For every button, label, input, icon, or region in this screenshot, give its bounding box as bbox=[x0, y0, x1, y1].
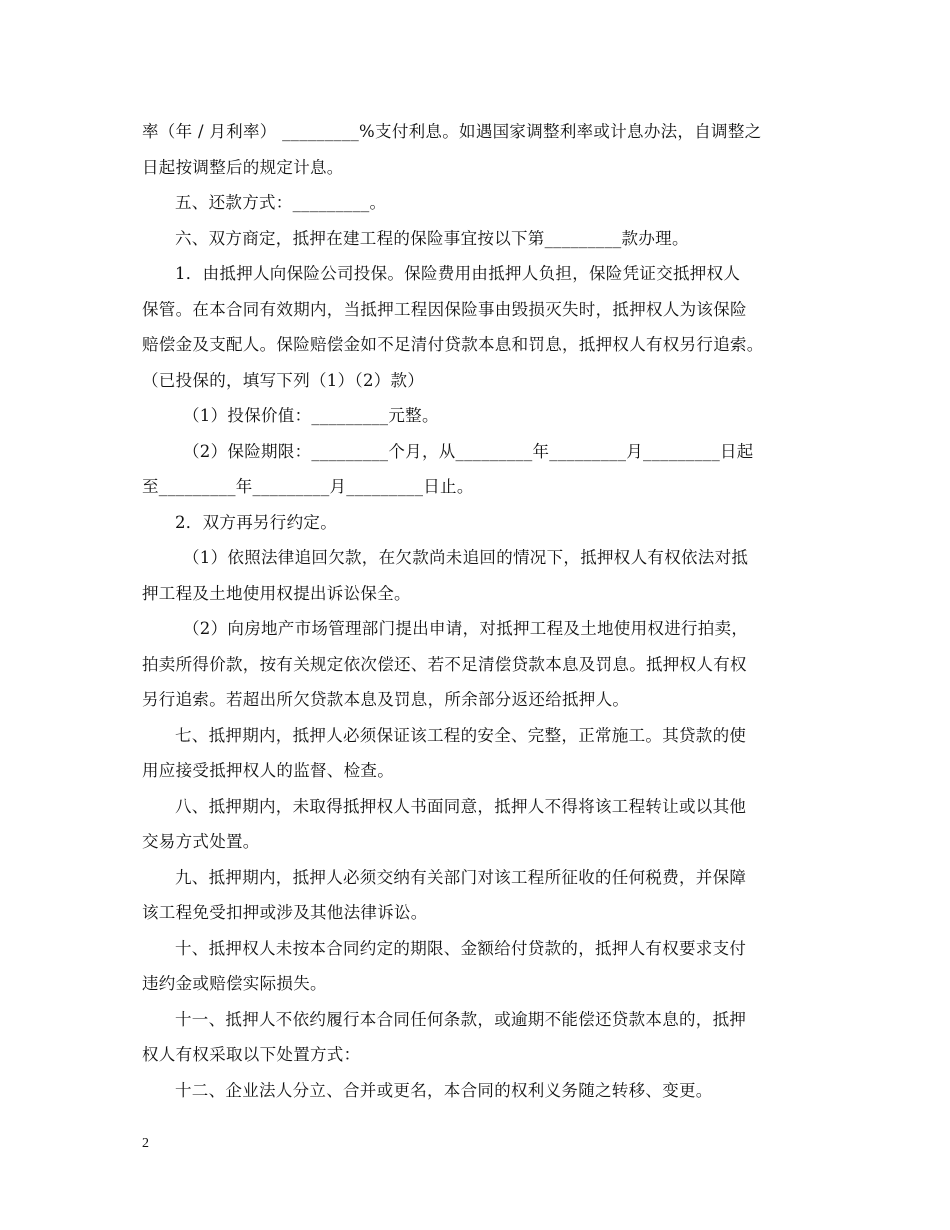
text-line: 权人有权采取以下处置方式： bbox=[142, 1045, 361, 1064]
text-line: 另行追索。若超出所欠贷款本息及罚息，所余部分返还给抵押人。 bbox=[142, 690, 630, 709]
clause-ten: 十、抵押权人未按本合同约定的期限、金额给付贷款的，抵押人有权要求支付 bbox=[175, 938, 747, 958]
text-line: （1）投保价值：_________元整。 bbox=[183, 406, 439, 425]
text-line: 违约金或赔偿实际损失。 bbox=[142, 974, 327, 993]
text-line: 用应接受抵押权人的监督、检查。 bbox=[142, 761, 394, 780]
document-body bbox=[142, 114, 812, 1108]
clause-seven: 七、抵押期内，抵押人必须保证该工程的安全、完整，正常施工。其贷款的使 bbox=[175, 725, 747, 745]
text-line: 率（年 / 月利率） _________%支付利息。如遇国家调整利率或计息办法，自调整之 bbox=[142, 122, 762, 141]
text-line: 日起按调整后的规定计息。 bbox=[142, 157, 344, 177]
clause-eleven: 十一、抵押人不依约履行本合同任何条款，或逾期不能偿还贷款本息的，抵押 bbox=[175, 1009, 747, 1029]
clause-insurance: 六、双方商定，抵押在建工程的保险事宜按以下第_________款办理。 bbox=[175, 228, 689, 248]
text-line: （1）依照法律追回欠款，在欠款尚未追回的情况下，抵押权人有权依法对抵 bbox=[183, 548, 749, 567]
text-line: 该工程免受扣押或涉及其他法律诉讼。 bbox=[142, 903, 428, 922]
text-line: 保管。在本合同有效期内，当抵押工程因保险事由毁损灭失时，抵押权人为该保险 bbox=[142, 299, 747, 319]
text-line: （已投保的，填写下列（1）（2）款） bbox=[142, 370, 425, 390]
text-line: 赔偿金及支配人。保险赔偿金如不足清付贷款本息和罚息，抵押权人有权另行追索。 bbox=[142, 335, 764, 354]
text-line: 至_________年_________月_________日止。 bbox=[142, 477, 474, 496]
text-line: 2．双方再另行约定。 bbox=[175, 512, 337, 532]
text-line: 交易方式处置。 bbox=[142, 832, 260, 851]
clause-eight: 八、抵押期内，未取得抵押权人书面同意，抵押人不得将该工程转让或以其他 bbox=[175, 796, 747, 816]
clause-nine: 九、抵押期内，抵押人必须交纳有关部门对该工程所征收的任何税费，并保障 bbox=[175, 867, 747, 887]
clause-repayment-method: 五、还款方式：_________。 bbox=[175, 193, 387, 212]
text-line: 1．由抵押人向保险公司投保。保险费用由抵押人负担，保险凭证交抵押权人 bbox=[175, 264, 741, 283]
clause-twelve: 十二、企业法人分立、合并或更名，本合同的权利义务随之转移、变更。 bbox=[175, 1080, 713, 1100]
text-line: 拍卖所得价款，按有关规定依次偿还、若不足清偿贷款本息及罚息。抵押权人有权 bbox=[142, 654, 747, 674]
text-line: （2）向房地产市场管理部门提出申请，对抵押工程及土地使用权进行拍卖， bbox=[183, 619, 749, 638]
text-line: （2）保险期限：_________个月，从_________年_________月_________日起 bbox=[183, 441, 754, 461]
page-number: 2 bbox=[142, 1136, 149, 1151]
text-line: 押工程及土地使用权提出诉讼保全。 bbox=[142, 583, 411, 603]
